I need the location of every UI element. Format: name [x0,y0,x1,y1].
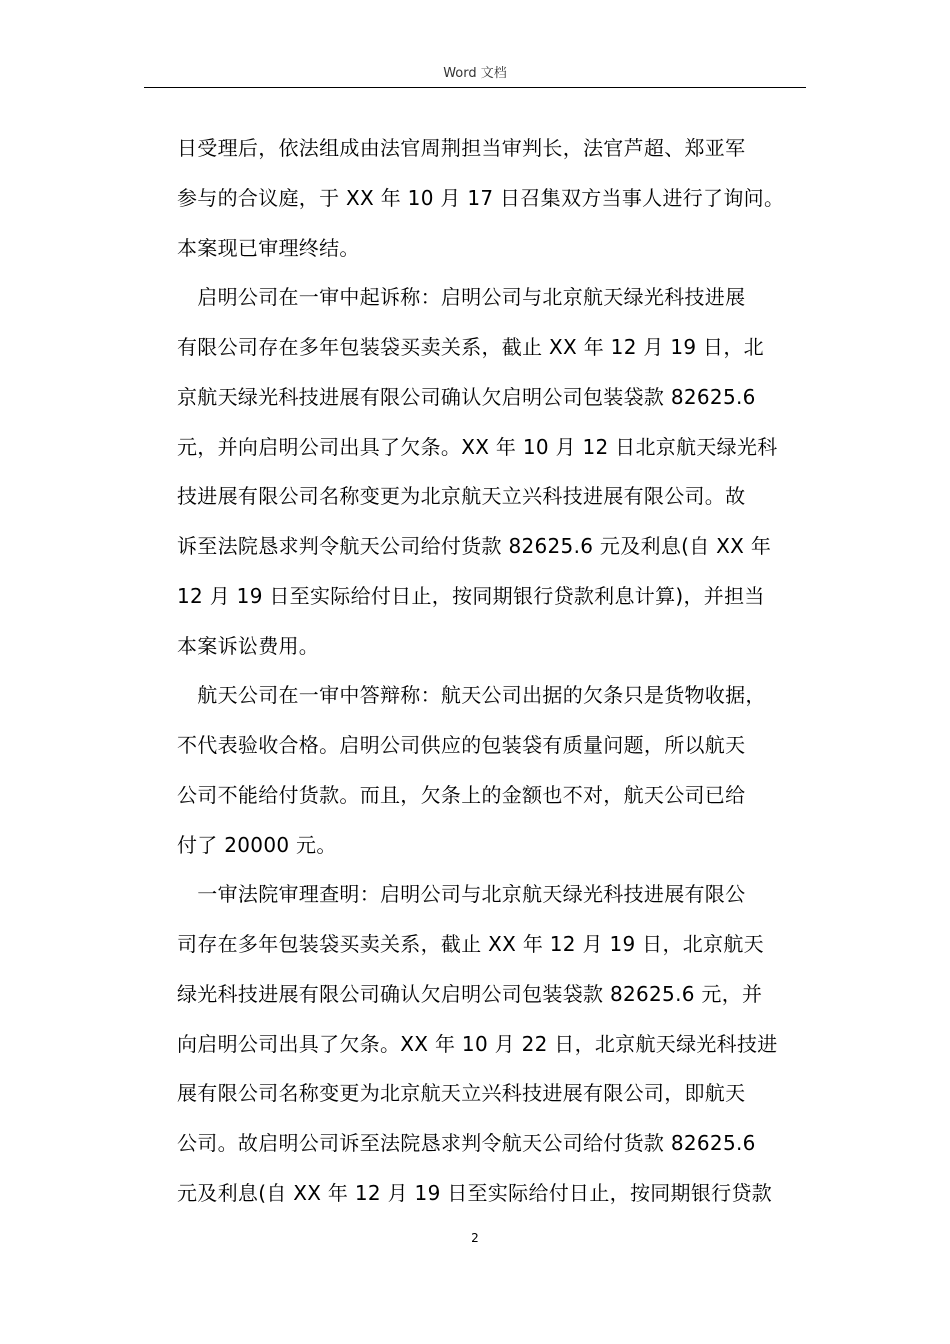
header-divider [144,87,806,88]
body-line: 公司不能给付货款。而且，欠条上的金额也不对，航天公司已给 [177,782,746,807]
body-line: 绿光科技进展有限公司确认欠启明公司包装袋款 82625.6 元，并 [177,981,763,1006]
body-line: 司存在多年包装袋买卖关系，截止 XX 年 12 月 19 日，北京航天 [177,932,764,956]
body-line: 启明公司在一审中起诉称：启明公司与北京航天绿光科技进展 [177,285,746,310]
body-line: 公司。故启明公司诉至法院恳求判令航天公司给付货款 82625.6 [177,1131,756,1155]
body-line: 向启明公司出具了欠条。XX 年 10 月 22 日，北京航天绿光科技进 [177,1031,778,1056]
body-line: 诉至法院恳求判令航天公司给付货款 82625.6 元及利息(自 XX 年 [177,534,772,558]
body-line: 展有限公司名称变更为北京航天立兴科技进展有限公司，即航天 [177,1081,746,1106]
body-line: 元，并向启明公司出具了欠条。XX 年 10 月 12 日北京航天绿光科 [177,434,778,459]
page-number: 2 [471,1231,479,1245]
body-line: 12 月 19 日至实际给付日止，按同期银行贷款利息计算)，并担当 [177,583,765,608]
page-header: Word 文档 [443,66,507,81]
body-line: 元及利息(自 XX 年 12 月 19 日至实际给付日止，按同期银行贷款 [177,1180,773,1205]
body-line: 日受理后，依法组成由法官周荆担当审判长，法官芦超、郑亚军 [177,136,746,160]
body-line: 一审法院审理查明：启明公司与北京航天绿光科技进展有限公 [177,882,746,907]
body-line: 航天公司在一审中答辩称：航天公司出据的欠条只是货物收据， [177,683,766,708]
body-line: 付了 20000 元。 [177,832,337,857]
body-line: 参与的合议庭，于 XX 年 10 月 17 日召集双方当事人进行了询问。 [177,185,785,210]
body-line: 不代表验收合格。启明公司供应的包装袋有质量问题，所以航天 [177,733,746,757]
body-line: 有限公司存在多年包装袋买卖关系，截止 XX 年 12 月 19 日，北 [177,335,764,359]
document-body [177,124,807,1219]
body-line: 本案现已审理终结。 [177,235,360,260]
body-line: 本案诉讼费用。 [177,633,320,658]
body-line: 京航天绿光科技进展有限公司确认欠启明公司包装袋款 82625.6 [177,384,756,409]
body-line: 技进展有限公司名称变更为北京航天立兴科技进展有限公司。故 [177,484,746,509]
